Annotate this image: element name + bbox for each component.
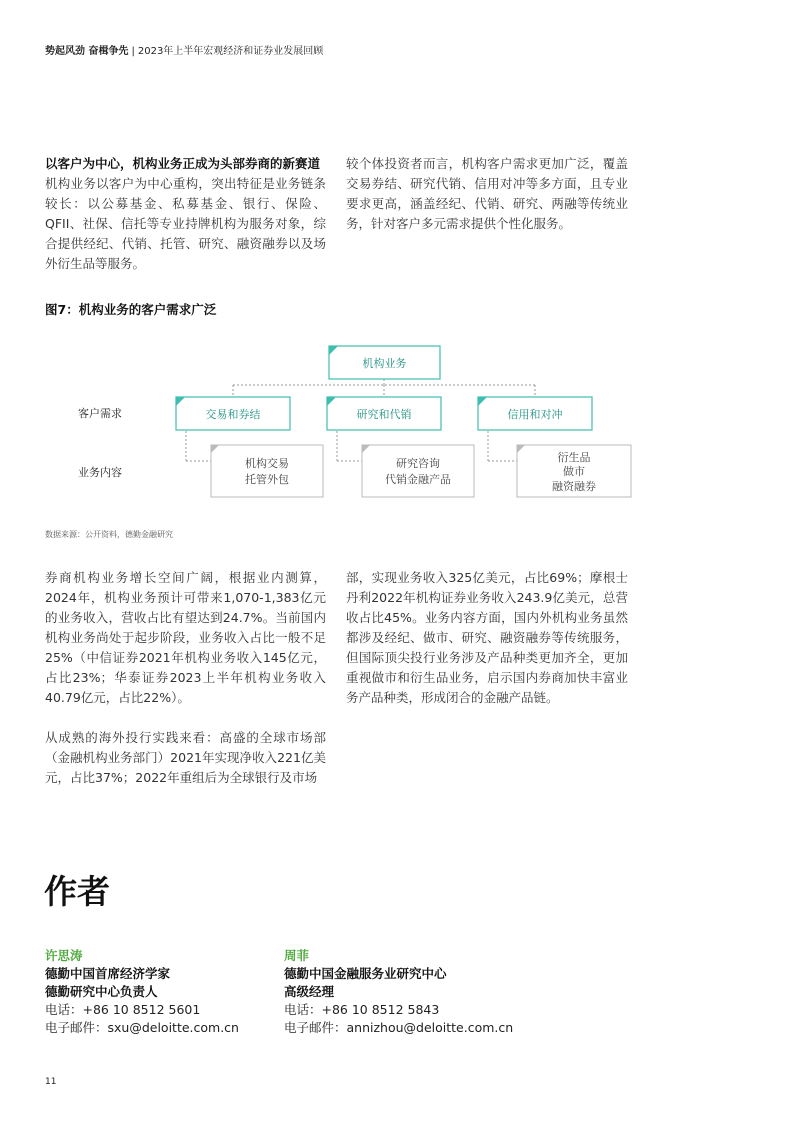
figure-title: 图7：机构业务的客户需求广泛 bbox=[45, 302, 217, 317]
body-right-column bbox=[346, 568, 628, 708]
author-role: 德勤中国首席经济学家 bbox=[45, 966, 171, 981]
row-label-content: 业务内容 bbox=[78, 466, 122, 479]
figure-source: 数据来源：公开资料，德勤金融研究 bbox=[45, 530, 173, 539]
content-node-line: 托管外包 bbox=[245, 473, 289, 486]
root-node bbox=[329, 346, 440, 379]
author-card-2 bbox=[284, 947, 544, 1037]
need-node-3 bbox=[478, 397, 592, 430]
intro-title: 以客户为中心，机构业务正成为头部券商的新赛道 bbox=[45, 156, 321, 171]
intro-right-body: 较个体投资者而言，机构客户需求更加广泛，覆盖交易券结、研究代销、信用对冲等多方面，且专业要求更高，涵盖经纪、代销、研究、两融等传统业务，针对客户多元需求提供个性化服务。 bbox=[346, 156, 628, 231]
author-phone: 电话：+86 10 8512 5601 bbox=[45, 1002, 201, 1017]
content-node-line: 衍生品 bbox=[557, 451, 591, 464]
page-number: 11 bbox=[45, 1077, 57, 1087]
author-email[interactable]: 电子邮件：annizhou@deloitte.com.cn bbox=[284, 1020, 514, 1035]
author-name: 许思涛 bbox=[45, 948, 83, 963]
org-diagram bbox=[0, 0, 793, 540]
content-node-line: 代销金融产品 bbox=[385, 473, 451, 486]
intro-left-body: 机构业务以客户为中心重构，突出特征是业务链条较长：以公募基金、私募基金、银行、保险、QFII、社保、信托等专业持牌机构为服务对象，综合提供经纪、代销、托管、研究、融资融券以及场外衍生品等服务。 bbox=[45, 176, 326, 271]
body-left-paragraph-1: 券商机构业务增长空间广阔，根据业内测算，2024年，机构业务预计可带来1,070-1,383亿元的业务收入，营收占比有望达到24.7%。当前国内机构业务尚处于起步阶段，业务收入占比一般不足25%（中信证券2021年机构业务收入145亿元，占比23%；华泰证券2023上半年机构业务收入40.79亿元，占比22%）。 bbox=[45, 570, 326, 705]
need-node-2 bbox=[327, 397, 441, 430]
row-label-needs: 客户需求 bbox=[78, 407, 122, 420]
need-node-label: 交易和券结 bbox=[205, 408, 261, 421]
author-name: 周菲 bbox=[284, 948, 310, 963]
body-right-paragraph-1: 部，实现业务收入325亿美元，占比69%；摩根士丹利2022年机构证券业务收入243.9亿美元，总营收占比45%。业务内容方面，国内外机构业务虽然都涉及经纪、做市、研究、融资融券等传统服务，但国际顶尖投行业务涉及产品种类更加齐全，更加重视做市和衍生品业务，启示国内券商加快丰富业务产品种类，形成闭合的金融产品链。 bbox=[346, 570, 628, 705]
authors-heading: 作者 bbox=[44, 872, 110, 911]
need-node-label: 研究和代销 bbox=[356, 408, 412, 421]
content-node-line: 研究咨询 bbox=[396, 457, 440, 470]
root-node-label: 机构业务 bbox=[362, 357, 407, 370]
need-node-label: 信用和对冲 bbox=[507, 408, 563, 421]
content-node-3 bbox=[517, 445, 631, 497]
content-node-2 bbox=[362, 445, 474, 497]
header-title: 势起风劲 奋楫争先 bbox=[45, 46, 129, 57]
author-role: 德勤研究中心负责人 bbox=[45, 984, 158, 999]
author-email[interactable]: 电子邮件：sxu@deloitte.com.cn bbox=[45, 1020, 239, 1035]
header-separator: | bbox=[131, 46, 135, 57]
header-subtitle: 2023年上半年宏观经济和证券业发展回顾 bbox=[137, 46, 324, 57]
author-role: 德勤中国金融服务业研究中心 bbox=[284, 966, 447, 981]
author-phone: 电话：+86 10 8512 5843 bbox=[284, 1002, 440, 1017]
content-node-1 bbox=[211, 445, 323, 497]
body-left-column bbox=[45, 568, 326, 788]
content-node-line: 做市 bbox=[563, 465, 585, 478]
need-node-1 bbox=[176, 397, 290, 430]
body-left-paragraph-2: 从成熟的海外投行实践来看：高盛的全球市场部（金融机构业务部门）2021年实现净收入221亿美元，占比37%；2022年重组后为全球银行及市场 bbox=[45, 730, 326, 785]
author-card-1 bbox=[45, 947, 275, 1037]
content-node-line: 机构交易 bbox=[245, 457, 289, 470]
content-node-line: 融资融券 bbox=[552, 480, 596, 493]
author-role: 高级经理 bbox=[284, 984, 335, 999]
